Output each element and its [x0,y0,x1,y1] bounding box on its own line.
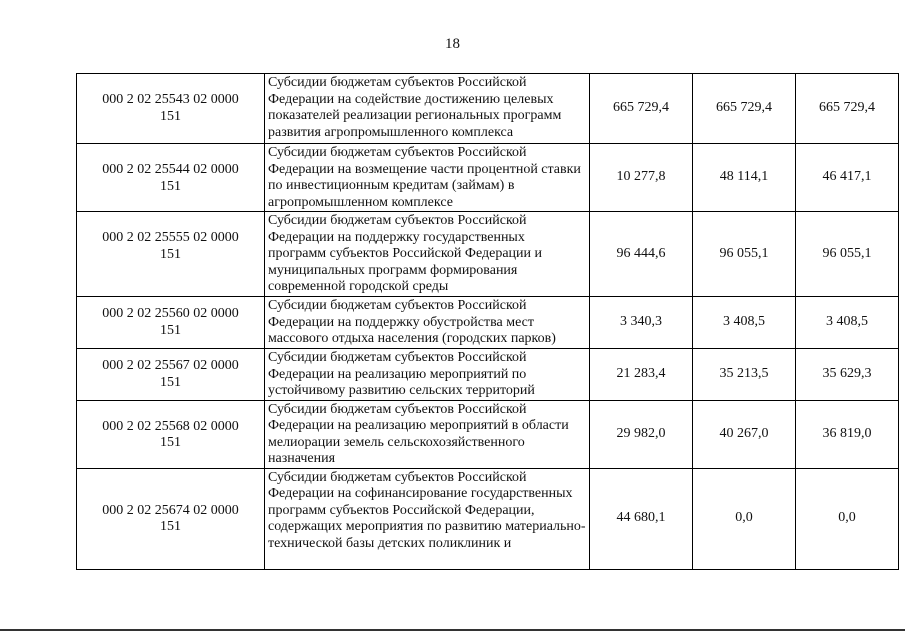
description-cell: Субсидии бюджетам субъектов Российской Федерации на софинансирование государственных программ субъектов Российской Федерации, содержащих мероприятия по развитию материально-технической базы детских поликлиник и [265,468,590,569]
amount-year-2: 3 408,5 [693,297,796,349]
page-number: 18 [445,36,460,52]
budget-code: 000 2 02 25544 02 0000 [102,162,239,177]
budget-code-cell [77,349,265,401]
amount-year-1: 96 444,6 [590,212,693,297]
budget-code-suffix: 151 [160,435,181,450]
amount-year-1: 10 277,8 [590,144,693,212]
amount-year-2: 48 114,1 [693,144,796,212]
budget-code-cell [77,144,265,212]
table-row [77,212,899,297]
amount-year-1: 29 982,0 [590,400,693,468]
amount-year-1: 21 283,4 [590,349,693,401]
amount-year-1: 665 729,4 [590,74,693,144]
amount-year-3: 36 819,0 [796,400,899,468]
amount-year-2: 0,0 [693,468,796,569]
budget-code-suffix: 151 [160,108,181,124]
amount-year-2: 40 267,0 [693,400,796,468]
budget-code-suffix: 151 [160,178,181,194]
budget-code-suffix: 151 [160,246,181,262]
amount-year-2: 35 213,5 [693,349,796,401]
amount-year-2: 665 729,4 [693,74,796,144]
budget-code-cell [77,297,265,349]
budget-code-suffix: 151 [160,374,181,390]
description-cell: Субсидии бюджетам субъектов Российской Федерации на поддержку обустройства мест массового отдыха населения (городских парков) [265,297,590,349]
description-cell: Субсидии бюджетам субъектов Российской Федерации на поддержку государственных программ субъектов Российской Федерации и муниципальных программ формирования современной городской среды [265,212,590,297]
description-cell: Субсидии бюджетам субъектов Российской Федерации на содействие достижению целевых показателей реализации региональных программ развития агропромышленного комплекса [265,74,590,144]
budget-table [76,73,899,570]
budget-code-cell [77,400,265,468]
amount-year-1: 44 680,1 [590,468,693,569]
budget-code: 000 2 02 25560 02 0000 [102,306,239,321]
table-row [77,349,899,401]
amount-year-3: 35 629,3 [796,349,899,401]
table-row [77,468,899,569]
table-row [77,144,899,212]
amount-year-3: 665 729,4 [796,74,899,144]
budget-code: 000 2 02 25543 02 0000 [102,92,239,107]
budget-code: 000 2 02 25567 02 0000 [102,358,239,373]
budget-code: 000 2 02 25568 02 0000 [102,418,239,434]
description-cell: Субсидии бюджетам субъектов Российской Федерации на реализацию мероприятий по устойчивому развитию сельских территорий [265,349,590,401]
amount-year-1: 3 340,3 [590,297,693,349]
budget-code-suffix: 151 [160,322,181,338]
table-row [77,297,899,349]
table-row [77,74,899,144]
description-cell: Субсидии бюджетам субъектов Российской Федерации на возмещение части процентной ставки по инвестиционным кредитам (займам) в агропромышленном комплексе [265,144,590,212]
amount-year-3: 96 055,1 [796,212,899,297]
budget-code: 000 2 02 25674 02 0000 [102,502,239,518]
budget-code-cell [77,74,265,144]
table-row [77,400,899,468]
budget-code: 000 2 02 25555 02 0000 [102,230,239,245]
budget-code-cell [77,468,265,569]
budget-code-suffix: 151 [160,519,181,534]
budget-code-cell [77,212,265,297]
description-cell: Субсидии бюджетам субъектов Российской Федерации на реализацию мероприятий в области мелиорации земель сельскохозяйственного назначения [265,400,590,468]
amount-year-3: 46 417,1 [796,144,899,212]
amount-year-3: 3 408,5 [796,297,899,349]
amount-year-2: 96 055,1 [693,212,796,297]
amount-year-3: 0,0 [796,468,899,569]
